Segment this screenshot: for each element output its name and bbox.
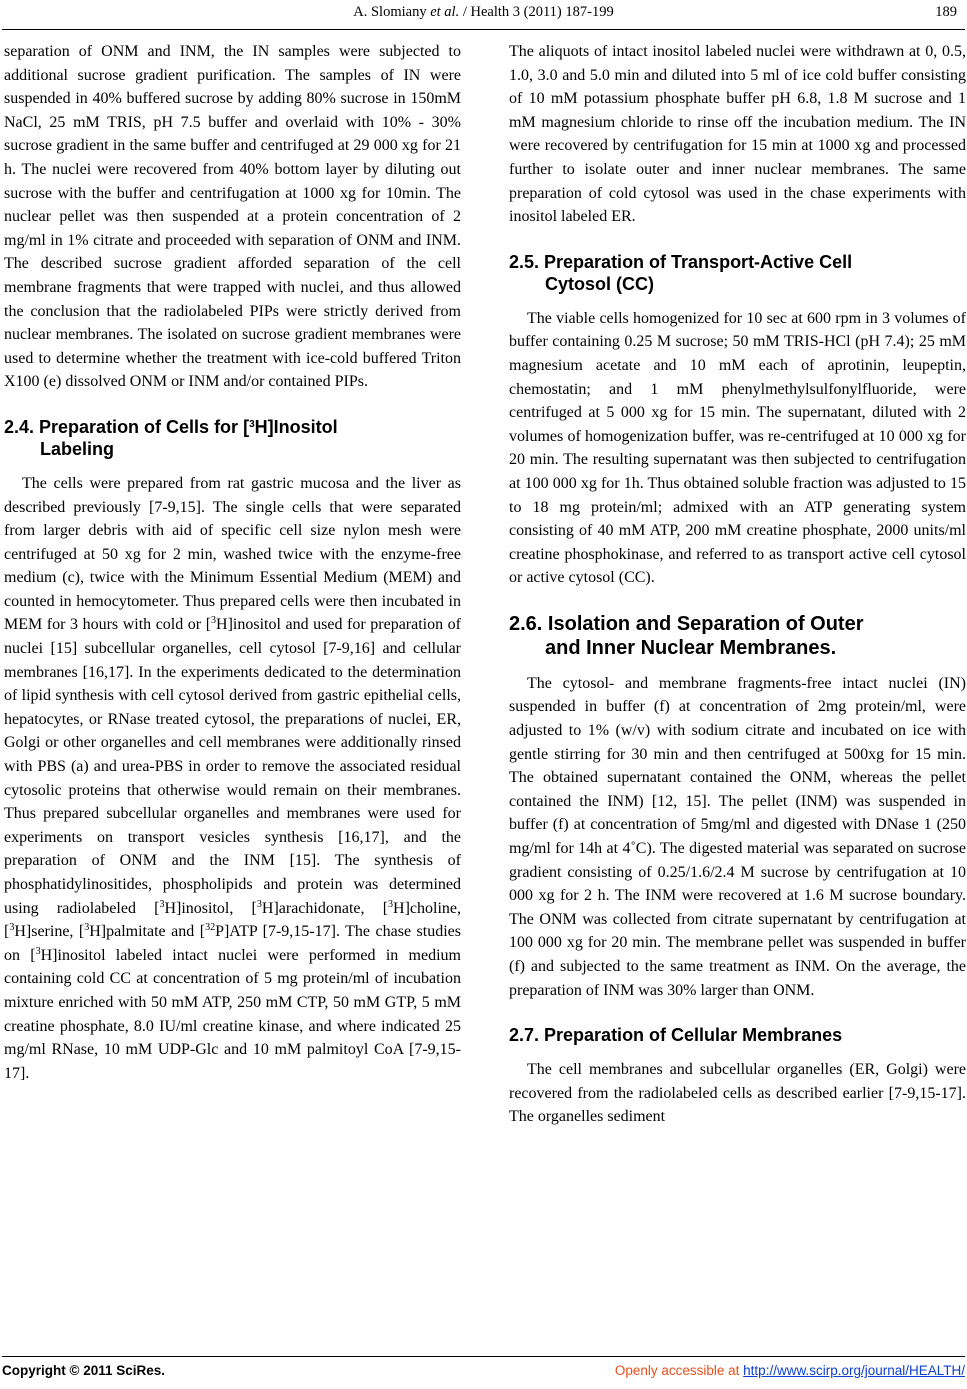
superscript: 3	[35, 945, 41, 957]
running-head	[0, 4, 967, 26]
page-footer	[0, 1363, 967, 1385]
paragraph-cellular-membranes: The cell membranes and subcellular organelles (ER, Golgi) were recovered from the radiolabeled cells as described earlier [7-9,15-17]. The organelles sediment	[509, 1061, 966, 1126]
running-title-authors: A. Slomiany	[353, 4, 431, 20]
footer-rule	[2, 1356, 965, 1357]
superscript: 32	[205, 922, 216, 934]
superscript: 3	[249, 418, 255, 430]
section-heading-2-4	[4, 416, 461, 460]
page-number: 189	[935, 4, 957, 20]
running-title-etal: et al.	[430, 4, 460, 20]
heading-text: 2.6. Isolation and Separation of Outer	[509, 612, 864, 635]
right-column	[509, 40, 966, 1129]
paragraph-cell-preparation	[4, 472, 461, 1085]
paragraph-membrane-separation: The cytosol- and membrane fragments-free intact nuclei (IN) suspended in buffer (f) at concentration of 2mg protein/ml, were adjusted to 1% (w/v) with sodium citrate and incubated on ice with gentle stirring for 30 min and then centrifuged at 500xg for 15 min. The obtained supernatant contained the ONM, whereas the pellet contained the INM) [12, 15]. The pellet (INM) was suspended in buffer (f) at concentration of 5mg/ml and digested with DNase 1 (250 mg/ml for 14h at 4˚C). The digested material was separated on sucrose gradient consisting of 0.25/1.6/2.4 M sucrose by centrifugation at 10 000 xg for 2 h. The INM were recovered at 1.6 M sucrose boundary. The ONM was collected from citrate supernatant by centrifugation at 100 000 xg for 20 min. The membrane pellet was suspended in buffer (f) and subjected to the same treatment as INM. On the average, the preparation of INM was 30% larger than ONM.	[509, 674, 966, 999]
text: H]choline, [	[4, 899, 462, 941]
open-access-notice	[615, 1363, 965, 1378]
paragraph-cytosol-preparation: The viable cells homogenized for 10 sec at 600 rpm in 3 volumes of buffer containing 0.25 M sucrose; 50 mM TRIS-HCl (pH 7.4); 25 mM magnesium acetate and 10 mM each of aprotinin, leupeptin, chemostatin; and 1 mM phenylmethylsulfonylfluoride, were centrifuged at 5 000 xg for 15 min. The supernatant, diluted with 2 volumes of homogenization buffer, was re-centrifuged at 10 000 xg for 20 min. The resulting supernatant was then subjected to centrifugation at 100 000 xg for 1h. Thus obtained soluble fraction was adjusted to 15 to 18 mg protein/ml; admixed with an ATP generating system consisting of 40 mM ATP, 200 mM creatine phosphate, 2000 units/ml creatine phosphokinase, and referred to as transport active cell cytosol or active cytosol (CC).	[509, 309, 966, 587]
heading-text: 2.4. Preparation of Cells for [	[4, 416, 250, 437]
section-heading-2-7: 2.7. Preparation of Cellular Membranes	[509, 1025, 843, 1046]
superscript: 3	[84, 922, 90, 934]
text: H]serine, [	[14, 923, 85, 941]
section-heading-2-5	[509, 251, 966, 295]
superscript: 3	[388, 898, 394, 910]
heading-text: H]Inositol	[254, 416, 338, 437]
text: H]inositol and used for preparation of nuclei [15] subcellular organelles, cell cytosol [7-9,16] and cellular membranes [16,17]. In the experiments dedicated to the determination of lipid synthesis with cell cytosol derived from gastric epithelial cells, hepatocytes, or RNase treated cytosol, the preparations of nuclei, ER, Golgi or other organelles and cell membranes were additionally rinsed with PBS (a) and urea-PBS in order to remove the associated residual cytosolic proteins that otherwise would remain on their membranes. Thus prepared subcellular organelles and membranes were used for experiments on transport vesicles synthesis [16,17], and the preparation of ONM and the INM [15]. The synthesis of phosphatidylinositides, phospholipids and protein was determined using radiolabeled [	[4, 616, 461, 917]
running-title	[0, 4, 967, 21]
journal-link[interactable]: http://www.scirp.org/journal/HEALTH/	[743, 1363, 965, 1378]
heading-continuation: Labeling	[40, 438, 115, 459]
text: P]ATP [7-9,15-17]. The chase studies on [	[4, 923, 461, 964]
header-rule	[2, 29, 965, 30]
superscript: 3	[9, 922, 15, 934]
superscript: 3	[256, 898, 262, 910]
paragraph-nuclear-separation: separation of ONM and INM, the IN samples were subjected to additional sucrose gradient purification. The samples of IN were suspended in 40% buffered sucrose by adding 80% sucrose in 150mM NaCl, 25 mM TRIS, pH 7.5 buffer and overlaid with 10% - 30% sucrose gradient in the same buffer and centrifuged at 29 000 xg for 21 h. The nuclei were recovered from 40% bottom layer by diluting out sucrose with the buffer and centrifugation at 1000 xg for 10min. The nuclear pellet was then suspended at a protein concentration of 2 mg/ml in 1% citrate and proceeded with separation of ONM and INM. The described sucrose gradient afforded separation of the cell membrane fragments that were trapped with nuclei, and thus allowed the conclusion that the radiolabeled PIPs were strictly derived from nuclear membranes. The isolated on sucrose gradient membranes were used to determine whether the treatment with ice-cold buffered Triton X100 (e) dissolved ONM or INM and/or contained PIPs.	[4, 43, 461, 391]
text: The cells were prepared from rat gastric mucosa and the liver as described previously [7-9,15]. The single cells that were separated from larger debris with aid of specific cell size nylon mesh were centrifuged at 50 xg for 2 min, washed twice with the enzyme-free medium (c), twice with the Minimum Essential Medium (MEM) and counted in hemocytometer. Thus prepared cells were then incubated in MEM for 3 hours with cold or [	[4, 474, 461, 634]
heading-continuation: Cytosol (CC)	[545, 273, 654, 294]
copyright-notice: Copyright © 2011 SciRes.	[2, 1363, 166, 1378]
text: H]inositol, [	[164, 899, 257, 917]
text: H]inositol labeled intact nuclei were performed in medium containing cold CC at concentration of 5 mg protein/ml of incubation mixture enriched with 50 mM ATP, 250 mM CTP, 50 mM GTP, 5 mM creatine phosphate, 8.0 IU/ml creatine kinase, and where indicated 25 mg/ml RNase, 10 mM UDP-Glc and 10 mM palmitoyl CoA [7-9,15-17].	[4, 946, 461, 1082]
heading-continuation: and Inner Nuclear Membranes.	[545, 636, 837, 659]
superscript: 3	[159, 898, 165, 910]
heading-text: 2.5. Preparation of Transport-Active Cell	[509, 251, 853, 272]
left-column	[4, 40, 461, 1085]
text: H]arachidonate, [	[261, 899, 389, 917]
paragraph-chase-aliquots: The aliquots of intact inositol labeled nuclei were withdrawn at 0, 0.5, 1.0, 3.0 and 5.0 min and diluted into 5 ml of ice cold buffer consisting of 10 mM potassium phosphate buffer pH 6.8, 1.8 M sucrose and 1 mM magnesium chloride to rinse off the incubation medium. The IN were recovered by centrifugation for 15 min at 1000 xg and processed further to isolate outer and inner nuclear membranes. The same preparation of cold cytosol was used in the chase experiments with inositol labeled ER.	[509, 43, 966, 226]
section-heading-2-6	[509, 612, 966, 660]
text: H]palmitate and [	[89, 923, 206, 941]
superscript: 3	[211, 615, 217, 627]
running-title-journal: / Health 3 (2011) 187-199	[459, 4, 614, 20]
open-access-label: Openly accessible at	[614, 1363, 744, 1378]
